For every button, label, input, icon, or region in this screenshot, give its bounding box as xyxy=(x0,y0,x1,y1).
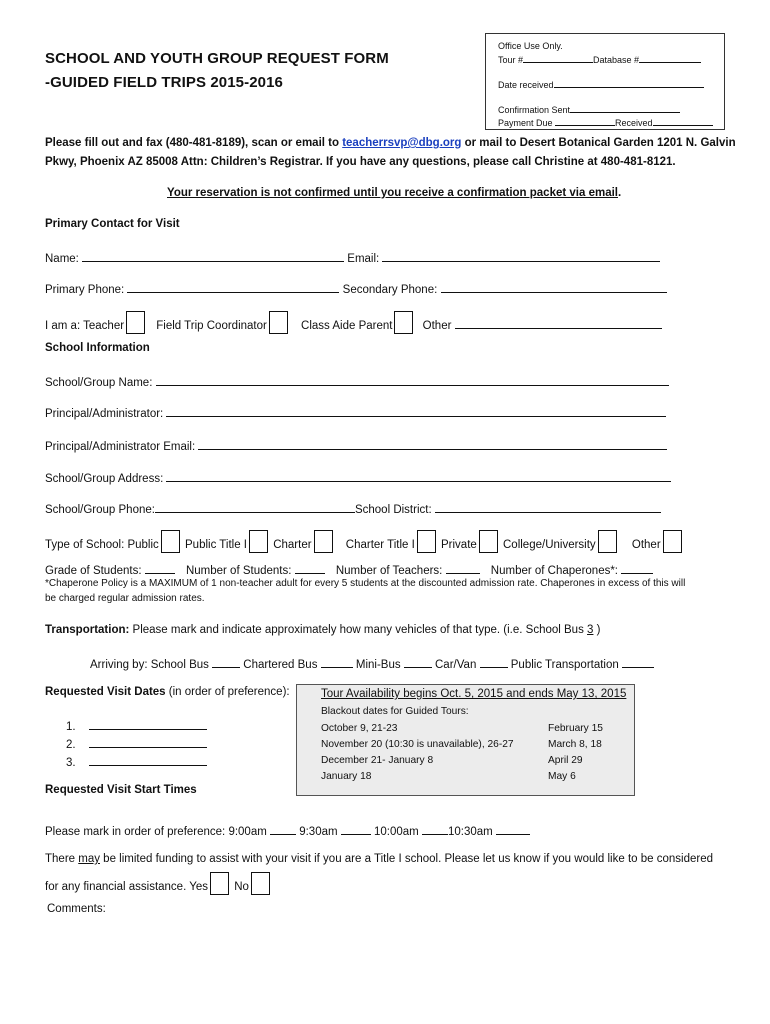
district-label: School District: xyxy=(354,504,432,516)
group-name-row xyxy=(45,373,669,389)
visit-date-row-3 xyxy=(66,753,207,769)
primary-phone-label: Primary Phone: xyxy=(45,284,125,296)
name-field[interactable] xyxy=(82,249,344,262)
transportation-label: Transportation: xyxy=(45,624,130,636)
blackout-date-right: May 6 xyxy=(548,771,576,782)
office-payment-row xyxy=(498,116,713,130)
counts-row xyxy=(45,561,653,577)
teachers-field[interactable] xyxy=(446,561,480,574)
visit-date-number-2: 2. xyxy=(66,739,76,751)
start-time-930-label: 9:30am xyxy=(299,826,338,838)
type-other-checkbox[interactable] xyxy=(663,530,682,553)
arriving-label: Arriving by: School Bus xyxy=(90,659,209,671)
public-transportation-label: Public Transportation xyxy=(510,659,619,671)
funding-text-after: be limited funding to assist with your visit if you are a Title I school. Please let us know if you would like to be considered xyxy=(99,853,713,865)
blackout-date-left: November 20 (10:30 is unavailable), 26-27 xyxy=(321,739,514,750)
type-public-checkbox[interactable] xyxy=(161,530,180,553)
mini-bus-label: Mini-Bus xyxy=(355,659,401,671)
car-van-label: Car/Van xyxy=(435,659,477,671)
funding-yes-label: for any financial assistance. Yes xyxy=(45,881,209,893)
instructions-line2: Pkwy, Phoenix AZ 85008 Attn: Children’s Registrar. If you have any questions, please call Christine at 480-481-8121. xyxy=(45,156,676,168)
visit-dates-heading-row xyxy=(45,686,290,698)
type-college-label: College/University xyxy=(503,539,596,551)
school-phone-label: School/Group Phone: xyxy=(45,504,155,516)
other-role-label: Other xyxy=(422,320,452,332)
arriving-row xyxy=(90,655,654,671)
email-label: Email: xyxy=(347,253,380,265)
start-time-900-label: Please mark in order of preference: 9:00am xyxy=(45,826,267,838)
chaperones-field[interactable] xyxy=(621,561,653,574)
office-database-field[interactable] xyxy=(639,53,701,63)
office-database-label: Database # xyxy=(593,55,640,65)
start-time-900-field[interactable] xyxy=(270,822,296,835)
visit-date-number-3: 3. xyxy=(66,757,76,769)
funding-may: may xyxy=(78,853,100,865)
type-charter-title1-checkbox[interactable] xyxy=(417,530,436,553)
mini-bus-field[interactable] xyxy=(404,655,432,668)
aide-checkbox[interactable] xyxy=(394,311,413,334)
office-confirmation-row xyxy=(498,103,680,117)
office-received-label: Received xyxy=(615,118,653,128)
teacher-label: I am a: Teacher xyxy=(45,320,125,332)
teacher-checkbox[interactable] xyxy=(126,311,145,334)
secondary-phone-field[interactable] xyxy=(441,280,667,293)
office-date-row xyxy=(498,78,704,92)
funding-line2 xyxy=(45,872,272,895)
type-private-checkbox[interactable] xyxy=(479,530,498,553)
visit-dates-note: (in order of preference): xyxy=(165,686,290,698)
visit-date-row-2 xyxy=(66,735,207,751)
office-payment-field[interactable] xyxy=(555,116,615,126)
type-title1-checkbox[interactable] xyxy=(249,530,268,553)
office-date-field[interactable] xyxy=(554,78,704,88)
start-times-heading: Requested Visit Start Times xyxy=(45,784,197,796)
office-use-box xyxy=(485,33,725,130)
chaperone-policy-line2: be charged regular admission rates. xyxy=(45,593,205,604)
principal-email-row xyxy=(45,437,667,453)
instructions-text-after: or mail to Desert Botanical Garden 1201 N. Galvin xyxy=(461,137,736,149)
start-times-row xyxy=(45,822,530,838)
principal-row xyxy=(45,404,666,420)
principal-label: Principal/Administrator: xyxy=(45,408,164,420)
visit-date-number-1: 1. xyxy=(66,721,76,733)
group-name-field[interactable] xyxy=(156,373,669,386)
tour-availability-title: Tour Availability begins Oct. 5, 2015 and ends May 13, 2015 xyxy=(321,688,627,700)
start-time-1000-field[interactable] xyxy=(422,822,448,835)
blackout-heading: Blackout dates for Guided Tours: xyxy=(321,706,469,717)
phone-row xyxy=(45,280,667,296)
school-info-heading: School Information xyxy=(45,342,150,354)
chartered-bus-label: Chartered Bus xyxy=(243,659,318,671)
type-college-checkbox[interactable] xyxy=(598,530,617,553)
start-time-930-field[interactable] xyxy=(341,822,371,835)
primary-contact-heading: Primary Contact for Visit xyxy=(45,218,180,230)
start-time-1000-label: 10:00am xyxy=(373,826,419,838)
principal-email-field[interactable] xyxy=(198,437,667,450)
blackout-date-left: October 9, 21-23 xyxy=(321,723,398,734)
chaperone-policy-line1: *Chaperone Policy is a MAXIMUM of 1 non-teacher adult for every 5 students at the discounted admission rate. Chaperones in excess of this will xyxy=(45,578,686,589)
email-link[interactable]: teacherrsvp@dbg.org xyxy=(342,137,462,149)
type-public-label: Type of School: Public xyxy=(45,539,159,551)
car-van-field[interactable] xyxy=(480,655,508,668)
office-date-label: Date received xyxy=(498,80,554,90)
office-received-field[interactable] xyxy=(653,116,713,126)
transportation-row xyxy=(45,624,600,636)
office-tour-row xyxy=(498,53,701,67)
address-field[interactable] xyxy=(166,469,671,482)
role-row xyxy=(45,311,662,334)
confirmation-notice-period: . xyxy=(617,187,622,199)
office-confirmation-label: Confirmation Sent xyxy=(498,105,571,115)
type-charter-title1-label: Charter Title I xyxy=(345,539,415,551)
funding-no-label: No xyxy=(234,881,249,893)
type-charter-checkbox[interactable] xyxy=(314,530,333,553)
start-time-1030-label: 10:30am xyxy=(447,826,493,838)
transportation-instruction-end: ) xyxy=(593,624,601,636)
comments-field[interactable] xyxy=(45,922,725,1012)
transportation-instruction: Please mark and indicate approximately how many vehicles of that type. (i.e. School Bus xyxy=(129,624,588,636)
coordinator-label: Field Trip Coordinator xyxy=(156,320,267,332)
comments-label: Comments: xyxy=(47,903,106,915)
start-time-1030-field[interactable] xyxy=(496,822,530,835)
funding-no-checkbox[interactable] xyxy=(251,872,270,895)
funding-text-before: There xyxy=(45,853,79,865)
chaperones-label: Number of Chaperones*: xyxy=(490,565,619,577)
blackout-date-right: April 29 xyxy=(548,755,583,766)
confirmation-notice xyxy=(167,187,621,199)
visit-dates-heading: Requested Visit Dates xyxy=(45,686,166,698)
confirmation-notice-text: Your reservation is not confirmed until you receive a confirmation packet via email xyxy=(167,187,618,199)
office-tour-label: Tour # xyxy=(498,55,524,65)
coordinator-checkbox[interactable] xyxy=(269,311,288,334)
type-charter-label: Charter xyxy=(273,539,312,551)
office-payment-label: Payment Due xyxy=(498,118,553,128)
name-row xyxy=(45,249,660,265)
office-tour-field[interactable] xyxy=(523,53,593,63)
district-field[interactable] xyxy=(435,500,661,513)
blackout-date-left: January 18 xyxy=(321,771,372,782)
school-phone-row xyxy=(45,500,661,516)
funding-line1 xyxy=(45,853,713,865)
blackout-date-right: March 8, 18 xyxy=(548,739,602,750)
aide-label: Class Aide Parent xyxy=(301,320,393,332)
students-label: Number of Students: xyxy=(185,565,292,577)
name-label: Name: xyxy=(45,253,79,265)
address-row xyxy=(45,469,671,485)
form-title: SCHOOL AND YOUTH GROUP REQUEST FORM xyxy=(45,50,389,67)
teachers-label: Number of Teachers: xyxy=(335,565,443,577)
funding-yes-checkbox[interactable] xyxy=(210,872,229,895)
public-transportation-field[interactable] xyxy=(622,655,654,668)
office-confirmation-field[interactable] xyxy=(570,103,680,113)
blackout-date-left: December 21- January 8 xyxy=(321,755,434,766)
type-title1-label: Public Title I xyxy=(185,539,247,551)
office-use-heading: Office Use Only. xyxy=(498,41,563,51)
primary-phone-field[interactable] xyxy=(127,280,339,293)
type-other-label: Other xyxy=(631,539,661,551)
grade-label: Grade of Students: xyxy=(45,565,142,577)
other-role-field[interactable] xyxy=(455,316,662,329)
students-field[interactable] xyxy=(295,561,325,574)
chartered-bus-field[interactable] xyxy=(321,655,353,668)
school-type-row xyxy=(45,530,684,553)
principal-field[interactable] xyxy=(166,404,666,417)
type-private-label: Private xyxy=(441,539,477,551)
blackout-date-right: February 15 xyxy=(548,723,603,734)
visit-date-field-1[interactable] xyxy=(89,717,207,730)
address-label: School/Group Address: xyxy=(45,473,164,485)
instructions-line1 xyxy=(45,137,736,149)
visit-date-field-3[interactable] xyxy=(89,753,207,766)
instructions-text: Please fill out and fax (480-481-8189), scan or email to xyxy=(45,137,343,149)
school-phone-field[interactable] xyxy=(155,500,355,513)
tour-availability-box xyxy=(296,684,635,796)
form-subtitle: -GUIDED FIELD TRIPS 2015-2016 xyxy=(45,74,283,91)
visit-date-row-1 xyxy=(66,717,207,733)
transportation-example-value: 3 xyxy=(587,624,594,636)
grade-field[interactable] xyxy=(145,561,175,574)
secondary-phone-label: Secondary Phone: xyxy=(342,284,438,296)
group-name-label: School/Group Name: xyxy=(45,377,153,389)
principal-email-label: Principal/Administrator Email: xyxy=(45,441,196,453)
email-field[interactable] xyxy=(382,249,660,262)
school-bus-field[interactable] xyxy=(212,655,240,668)
visit-date-field-2[interactable] xyxy=(89,735,207,748)
